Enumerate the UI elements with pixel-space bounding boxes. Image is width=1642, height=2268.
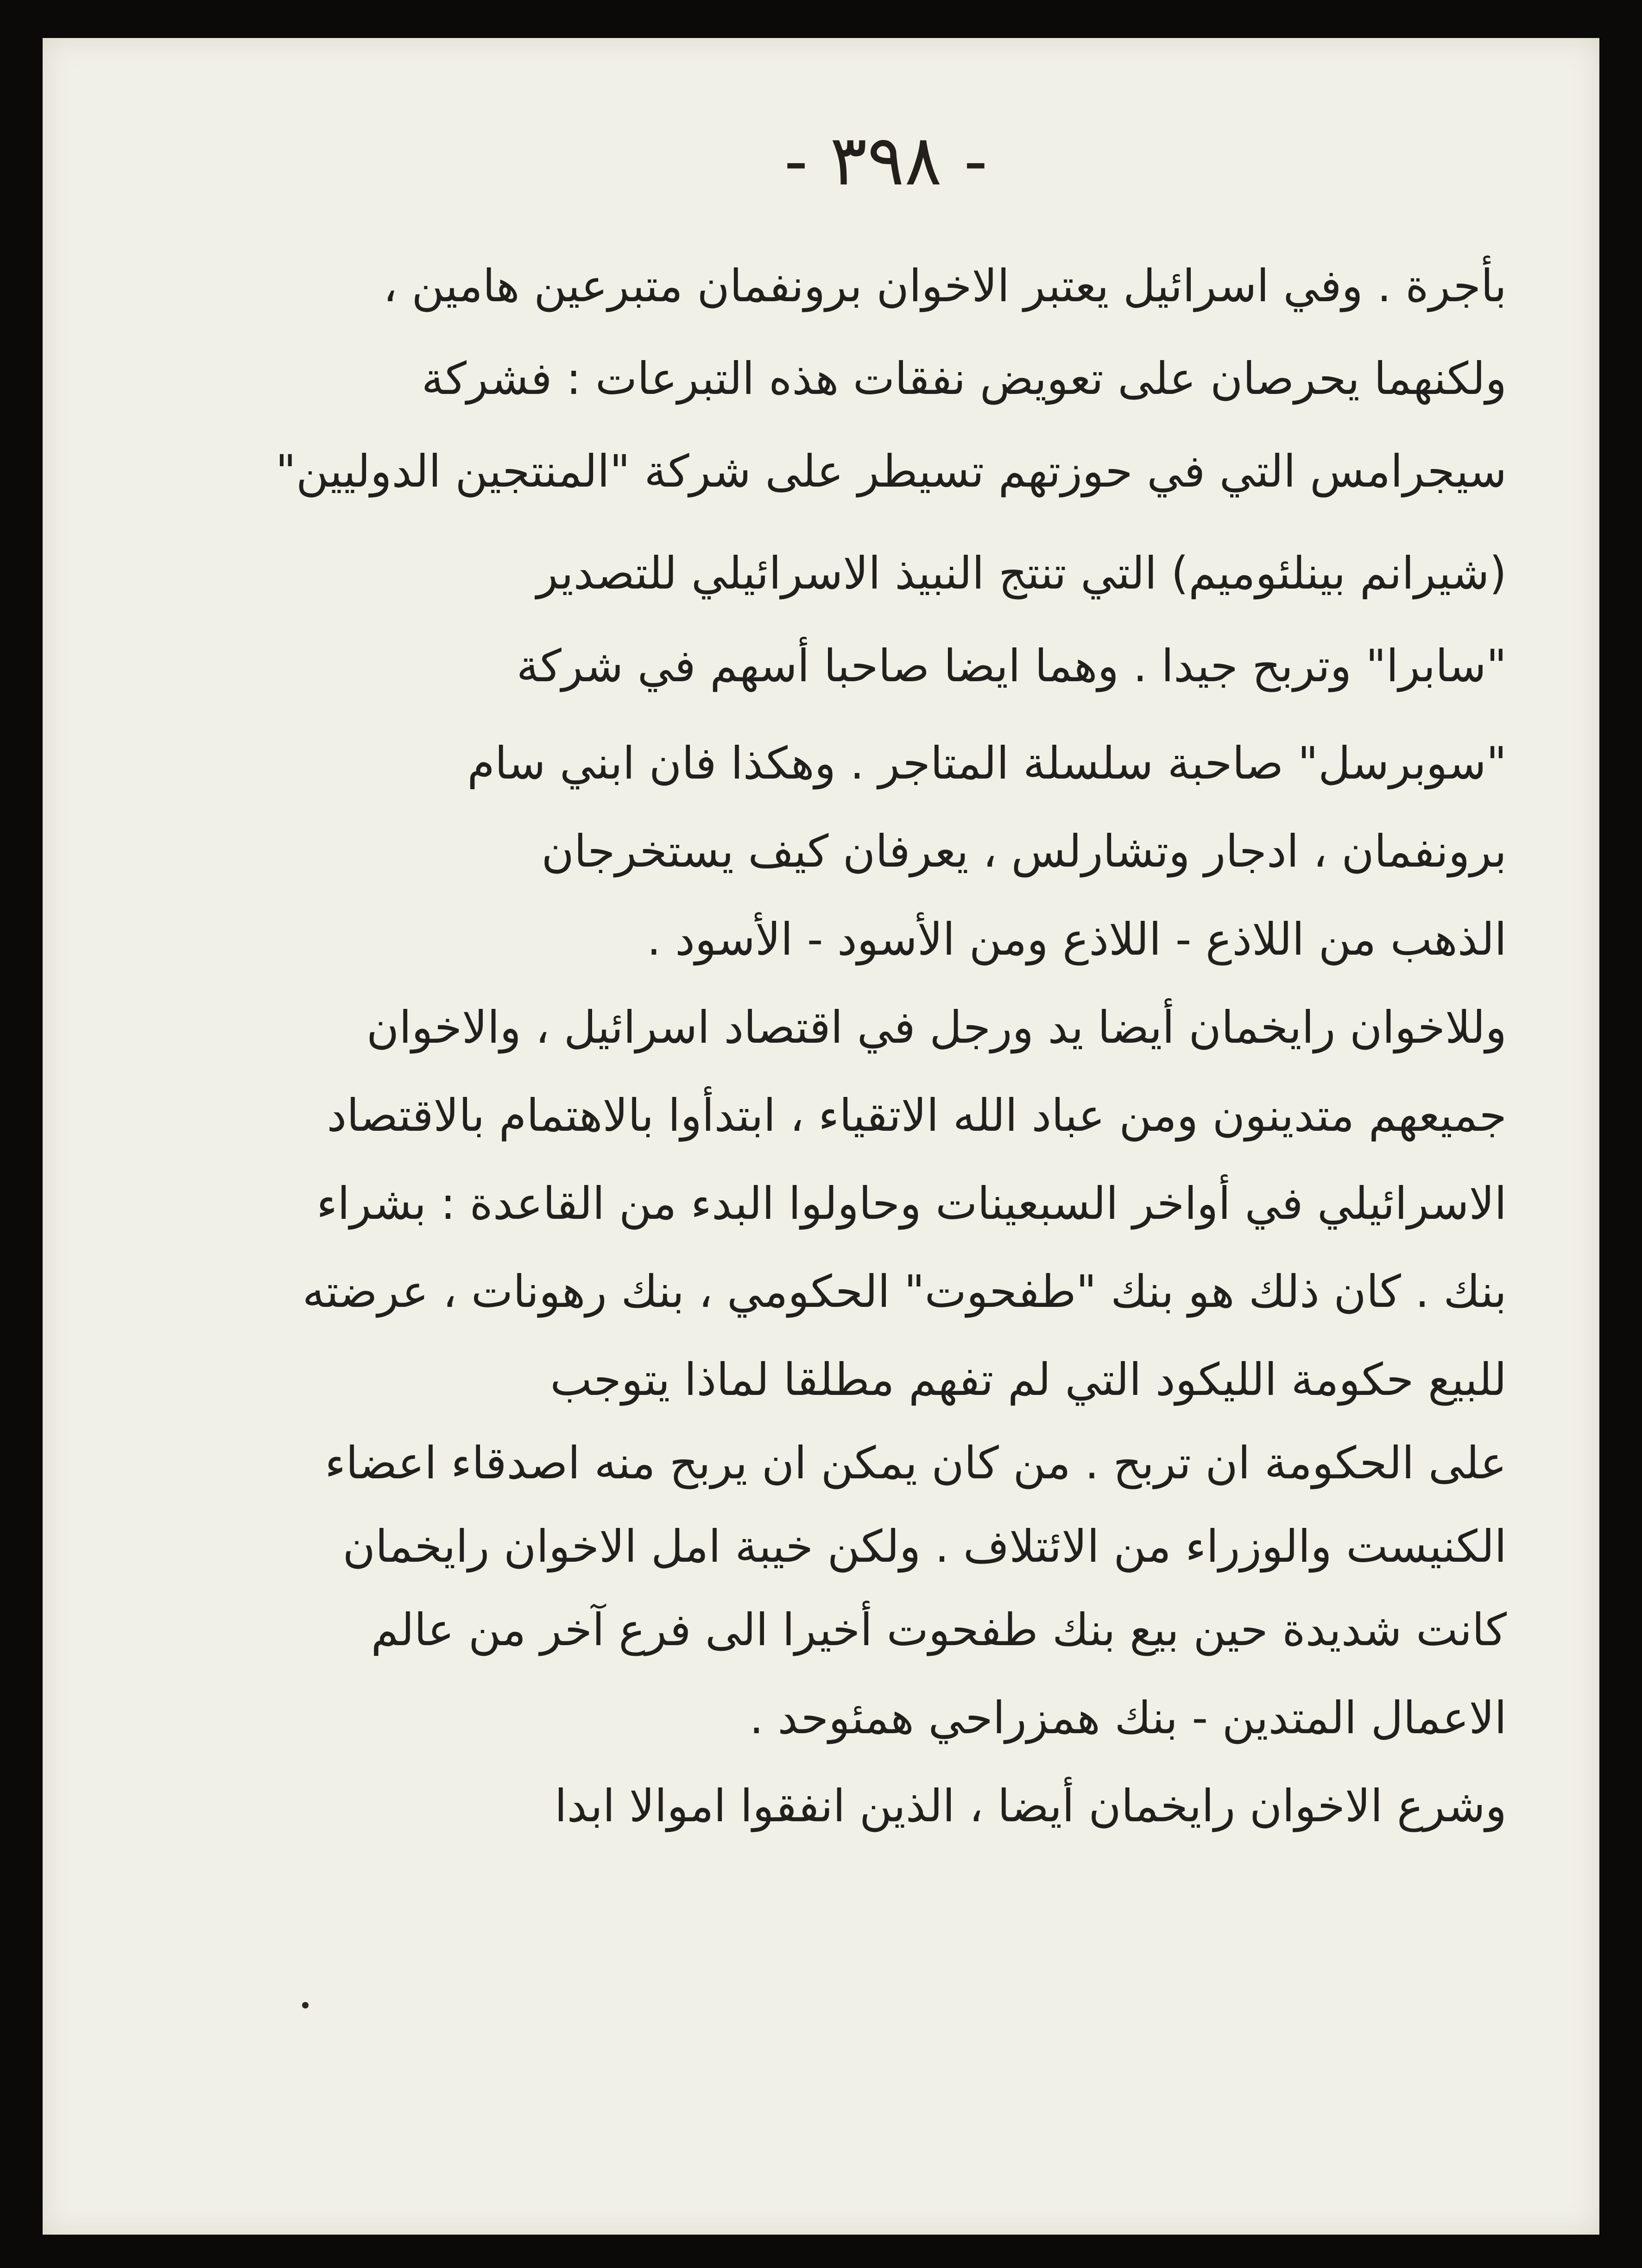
text-line: الكنيست والوزراء من الائتلاف . ولكن خيبة امل الاخوان رايخمان bbox=[342, 1520, 1507, 1572]
page-number: - ٣٩٨ - bbox=[784, 120, 988, 201]
text-line: بنك . كان ذلك هو بنك "طفحوت" الحكومي ، بنك رهونات ، عرضته bbox=[302, 1266, 1507, 1318]
text-line: للبيع حكومة الليكود التي لم تفهم مطلقا لماذا يتوجب bbox=[550, 1354, 1507, 1406]
text-line: "سوبرسل" صاحبة سلسلة المتاجر . وهكذا فان ابني سام bbox=[467, 737, 1507, 789]
text-line: سيجرامس التي في حوزتهم تسيطر على شركة "المنتجين الدوليين" bbox=[275, 445, 1507, 497]
text-line: وللاخوان رايخمان أيضا يد ورجل في اقتصاد اسرائيل ، والاخوان bbox=[366, 1001, 1507, 1053]
text-line: وشرع الاخوان رايخمان أيضا ، الذين انفقوا اموالا ابدا bbox=[555, 1780, 1507, 1832]
text-line: برونفمان ، ادجار وتشارلس ، يعرفان كيف يستخرجان bbox=[541, 825, 1507, 877]
text-line: كانت شديدة حين بيع بنك طفحوت أخيرا الى فرع آخر من عالم bbox=[371, 1604, 1507, 1656]
text-line: على الحكومة ان تربح . من كان يمكن ان يربح منه اصدقاء اعضاء bbox=[325, 1437, 1507, 1489]
text-line: جميعهم متدينون ومن عباد الله الاتقياء ، ابتدأوا بالاهتمام بالاقتصاد bbox=[327, 1090, 1507, 1141]
text-line: "سابرا" وتربح جيدا . وهما ايضا صاحبا أسهم في شركة bbox=[516, 640, 1507, 692]
document-page bbox=[43, 38, 1599, 2235]
text-line: الذهب من اللاذع - اللاذع ومن الأسود - الأسود . bbox=[647, 913, 1507, 965]
ink-dot bbox=[302, 2002, 309, 2008]
text-line: بأجرة . وفي اسرائيل يعتبر الاخوان برونفمان متبرعين هامين ، bbox=[383, 260, 1507, 312]
text-line: الاسرائيلي في أواخر السبعينات وحاولوا البدء من القاعدة : بشراء bbox=[316, 1178, 1507, 1229]
text-line: ولكنهما يحرصان على تعويض نفقات هذه التبرعات : فشركة bbox=[421, 353, 1507, 405]
text-line: (شيرانم بينلئوميم) التي تنتج النبيذ الاسرائيلي للتصدير bbox=[537, 547, 1507, 599]
text-line: الاعمال المتدين - بنك همزراحي همئوحد . bbox=[749, 1692, 1507, 1744]
